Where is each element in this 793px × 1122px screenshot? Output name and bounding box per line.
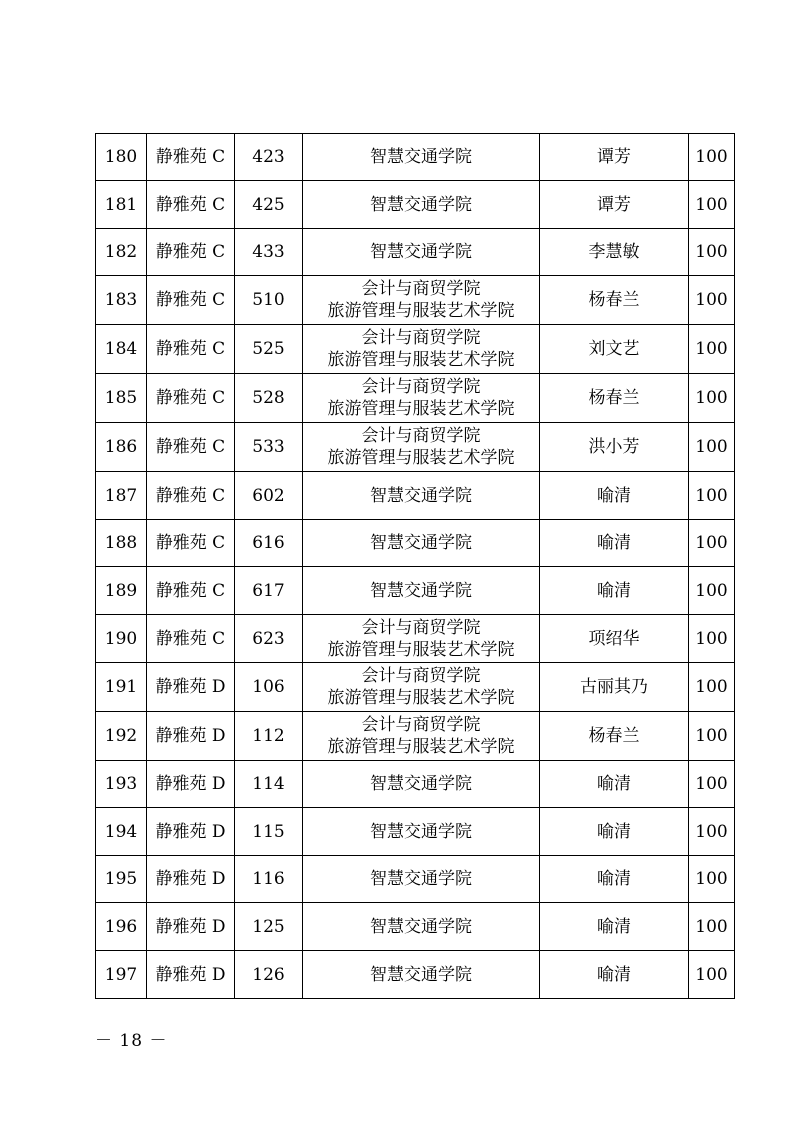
table-row: [96, 856, 735, 903]
table-row: [96, 761, 735, 808]
cell-supervisor: 杨春兰: [540, 712, 689, 761]
cell-room: 602: [235, 472, 303, 520]
cell-department: [303, 808, 540, 856]
table-row: [96, 472, 735, 520]
cell-number: 189: [96, 567, 147, 615]
cell-building: 静雅苑 C: [147, 567, 235, 615]
cell-score: 100: [689, 615, 735, 663]
cell-score: 100: [689, 374, 735, 423]
department-line: 智慧交通学院: [370, 916, 472, 937]
cell-department: [303, 856, 540, 903]
cell-supervisor: 喻清: [540, 520, 689, 567]
cell-room: 528: [235, 374, 303, 423]
cell-room: 623: [235, 615, 303, 663]
department-line: 旅游管理与服装艺术学院: [327, 399, 515, 419]
cell-number: 180: [96, 134, 147, 181]
table-row: [96, 903, 735, 951]
cell-building: 静雅苑 C: [147, 423, 235, 472]
cell-building: 静雅苑 C: [147, 276, 235, 325]
department-line: 会计与商贸学院: [361, 328, 481, 348]
cell-room: 525: [235, 325, 303, 374]
cell-number: 183: [96, 276, 147, 325]
cell-department: [303, 567, 540, 615]
cell-department: [303, 181, 540, 229]
department-line: 会计与商贸学院: [361, 279, 481, 299]
cell-room: 114: [235, 761, 303, 808]
cell-score: 100: [689, 856, 735, 903]
cell-department: [303, 663, 540, 712]
department-line: 智慧交通学院: [370, 194, 472, 215]
table-row: [96, 423, 735, 472]
cell-number: 196: [96, 903, 147, 951]
department-line: 会计与商贸学院: [361, 666, 481, 686]
cell-building: 静雅苑 D: [147, 856, 235, 903]
department-line: 智慧交通学院: [370, 869, 472, 889]
cell-building: 静雅苑 D: [147, 951, 235, 999]
cell-department: [303, 276, 540, 325]
department-line: 智慧交通学院: [370, 533, 472, 553]
cell-score: 100: [689, 181, 735, 229]
cell-score: 100: [689, 903, 735, 951]
cell-room: 115: [235, 808, 303, 856]
department-line: 会计与商贸学院: [361, 426, 481, 446]
table-row: [96, 374, 735, 423]
cell-department: [303, 374, 540, 423]
cell-score: 100: [689, 520, 735, 567]
cell-supervisor: 喻清: [540, 808, 689, 856]
cell-supervisor: 刘文艺: [540, 325, 689, 374]
cell-room: 423: [235, 134, 303, 181]
cell-number: 195: [96, 856, 147, 903]
department-line: 旅游管理与服装艺术学院: [327, 639, 515, 660]
cell-building: 静雅苑 D: [147, 808, 235, 856]
cell-score: 100: [689, 276, 735, 325]
cell-number: 192: [96, 712, 147, 761]
cell-number: 197: [96, 951, 147, 999]
table-row: [96, 567, 735, 615]
cell-supervisor: 喻清: [540, 951, 689, 999]
department-line: 旅游管理与服装艺术学院: [327, 448, 515, 468]
cell-supervisor: 喻清: [540, 856, 689, 903]
page-number: － 18 －: [95, 1031, 168, 1051]
cell-supervisor: 喻清: [540, 567, 689, 615]
cell-score: 100: [689, 472, 735, 520]
cell-room: 425: [235, 181, 303, 229]
cell-number: 184: [96, 325, 147, 374]
cell-supervisor: 喻清: [540, 472, 689, 520]
table-row: [96, 229, 735, 276]
cell-score: 100: [689, 423, 735, 472]
cell-supervisor: 喻清: [540, 761, 689, 808]
department-line: 旅游管理与服装艺术学院: [327, 737, 515, 757]
cell-room: 106: [235, 663, 303, 712]
cell-supervisor: 项绍华: [540, 615, 689, 663]
cell-building: 静雅苑 C: [147, 472, 235, 520]
cell-room: 616: [235, 520, 303, 567]
department-line: 会计与商贸学院: [361, 377, 481, 397]
table-row: [96, 663, 735, 712]
cell-department: [303, 134, 540, 181]
cell-score: 100: [689, 229, 735, 276]
cell-number: 182: [96, 229, 147, 276]
cell-score: 100: [689, 951, 735, 999]
table-row: [96, 276, 735, 325]
table-row: [96, 520, 735, 567]
cell-building: 静雅苑 D: [147, 663, 235, 712]
cell-score: 100: [689, 808, 735, 856]
cell-room: 112: [235, 712, 303, 761]
cell-room: 510: [235, 276, 303, 325]
cell-room: 126: [235, 951, 303, 999]
cell-number: 185: [96, 374, 147, 423]
cell-score: 100: [689, 567, 735, 615]
cell-building: 静雅苑 D: [147, 712, 235, 761]
cell-number: 190: [96, 615, 147, 663]
cell-room: 433: [235, 229, 303, 276]
cell-number: 181: [96, 181, 147, 229]
cell-supervisor: 谭芳: [540, 181, 689, 229]
cell-room: 617: [235, 567, 303, 615]
cell-department: [303, 951, 540, 999]
cell-building: 静雅苑 C: [147, 615, 235, 663]
cell-supervisor: 谭芳: [540, 134, 689, 181]
cell-department: [303, 903, 540, 951]
department-line: 会计与商贸学院: [361, 617, 481, 638]
cell-score: 100: [689, 663, 735, 712]
cell-building: 静雅苑 C: [147, 181, 235, 229]
cell-number: 193: [96, 761, 147, 808]
table-row: [96, 808, 735, 856]
cell-department: [303, 325, 540, 374]
department-line: 智慧交通学院: [370, 964, 472, 985]
cell-department: [303, 472, 540, 520]
department-line: 智慧交通学院: [370, 242, 472, 262]
cell-building: 静雅苑 C: [147, 520, 235, 567]
cell-number: 186: [96, 423, 147, 472]
department-line: 智慧交通学院: [370, 485, 472, 506]
cell-building: 静雅苑 C: [147, 134, 235, 181]
department-line: 旅游管理与服装艺术学院: [327, 350, 515, 370]
department-line: 智慧交通学院: [370, 147, 472, 167]
department-line: 旅游管理与服装艺术学院: [327, 688, 515, 708]
cell-score: 100: [689, 761, 735, 808]
cell-room: 116: [235, 856, 303, 903]
cell-score: 100: [689, 134, 735, 181]
cell-department: [303, 520, 540, 567]
cell-department: [303, 423, 540, 472]
department-line: 会计与商贸学院: [361, 715, 481, 735]
cell-department: [303, 229, 540, 276]
dormitory-score-table: [95, 133, 735, 999]
department-line: 智慧交通学院: [370, 821, 472, 842]
cell-number: 191: [96, 663, 147, 712]
cell-department: [303, 615, 540, 663]
cell-supervisor: 喻清: [540, 903, 689, 951]
table-row: [96, 951, 735, 999]
cell-building: 静雅苑 C: [147, 229, 235, 276]
table-row: [96, 134, 735, 181]
department-line: 智慧交通学院: [370, 774, 472, 794]
cell-number: 194: [96, 808, 147, 856]
cell-score: 100: [689, 325, 735, 374]
table-row: [96, 712, 735, 761]
cell-department: [303, 712, 540, 761]
cell-building: 静雅苑 D: [147, 761, 235, 808]
cell-supervisor: 杨春兰: [540, 276, 689, 325]
cell-supervisor: 洪小芳: [540, 423, 689, 472]
cell-building: 静雅苑 D: [147, 903, 235, 951]
cell-building: 静雅苑 C: [147, 374, 235, 423]
cell-number: 188: [96, 520, 147, 567]
cell-department: [303, 761, 540, 808]
cell-room: 533: [235, 423, 303, 472]
cell-score: 100: [689, 712, 735, 761]
department-line: 智慧交通学院: [370, 580, 472, 601]
table-row: [96, 181, 735, 229]
cell-room: 125: [235, 903, 303, 951]
department-line: 旅游管理与服装艺术学院: [327, 301, 515, 321]
table-row: [96, 615, 735, 663]
cell-building: 静雅苑 C: [147, 325, 235, 374]
cell-supervisor: 李慧敏: [540, 229, 689, 276]
cell-supervisor: 杨春兰: [540, 374, 689, 423]
cell-supervisor: 古丽其乃: [540, 663, 689, 712]
table-body: [96, 134, 735, 999]
cell-number: 187: [96, 472, 147, 520]
table-row: [96, 325, 735, 374]
